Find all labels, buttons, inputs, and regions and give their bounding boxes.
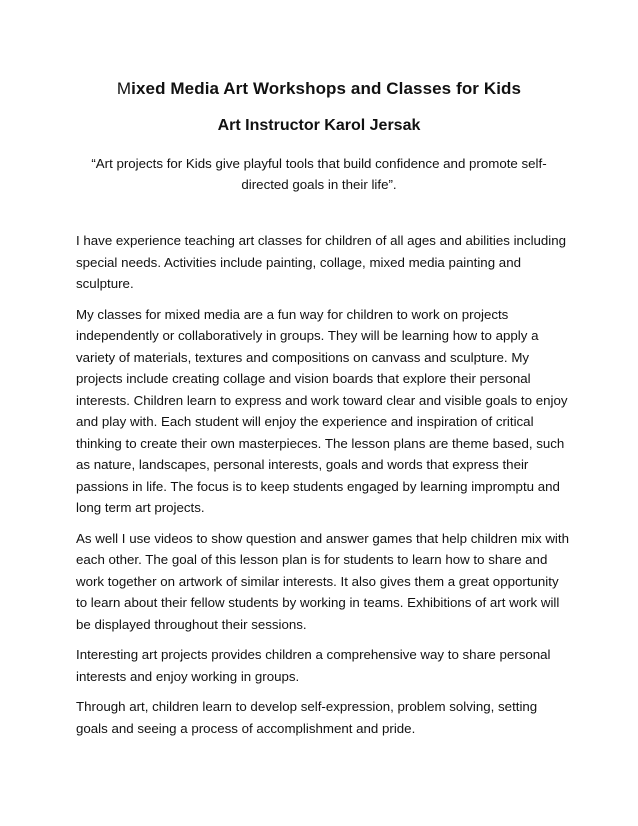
paragraph-videos: As well I use videos to show question and answer games that help children mix with each other. The goal of this lesson plan is for students to learn how to share and work together on artwork of similar interests. It also gives them a great opportunity to learn about their fellow students by working in teams. Exhibitions of art work will be displayed throughout their sessions. xyxy=(76,530,569,632)
paragraph-classes: My classes for mixed media are a fun way for children to work on projects independently or collaboratively in groups. They will be learning how to apply a variety of materials, textures and compositions on canvass and sculpture. My projects include creating collage and vision boards that explore their personal interests. Children learn to express and work toward clear and visible goals to enjoy and play with. Each student will enjoy the experience and inspiration of critical thinking to create their own masterpieces. The lesson plans are theme based, such as nature, landscapes, personal interests, goals and words that express their passions in life. The focus is to keep students engaged by learning impromptu and long term art projects. xyxy=(76,306,568,515)
title-text: ixed Media Art Workshops and Classes for Kids xyxy=(131,79,522,98)
paragraph-projects: Interesting art projects provides children a comprehensive way to share personal interests and enjoy working in groups. xyxy=(76,647,551,684)
paragraph-experience: I have experience teaching art classes for children of all ages and abilities including special needs. Activities include painting, collage, mixed media painting and sculpture. xyxy=(76,233,567,291)
intro-quote: “Art projects for Kids give playful tools that build confidence and promote self-directed goals in their life”. xyxy=(91,156,547,192)
instructor-name: Art Instructor Karol Jersak xyxy=(217,117,421,134)
paragraph-through-art: Through art, children learn to develop self-expression, problem solving, setting goals and seeing a process of accomplishment and pride. xyxy=(76,699,538,736)
document-title xyxy=(0,78,638,100)
body-text xyxy=(76,230,570,748)
title-initial: M xyxy=(116,79,132,98)
